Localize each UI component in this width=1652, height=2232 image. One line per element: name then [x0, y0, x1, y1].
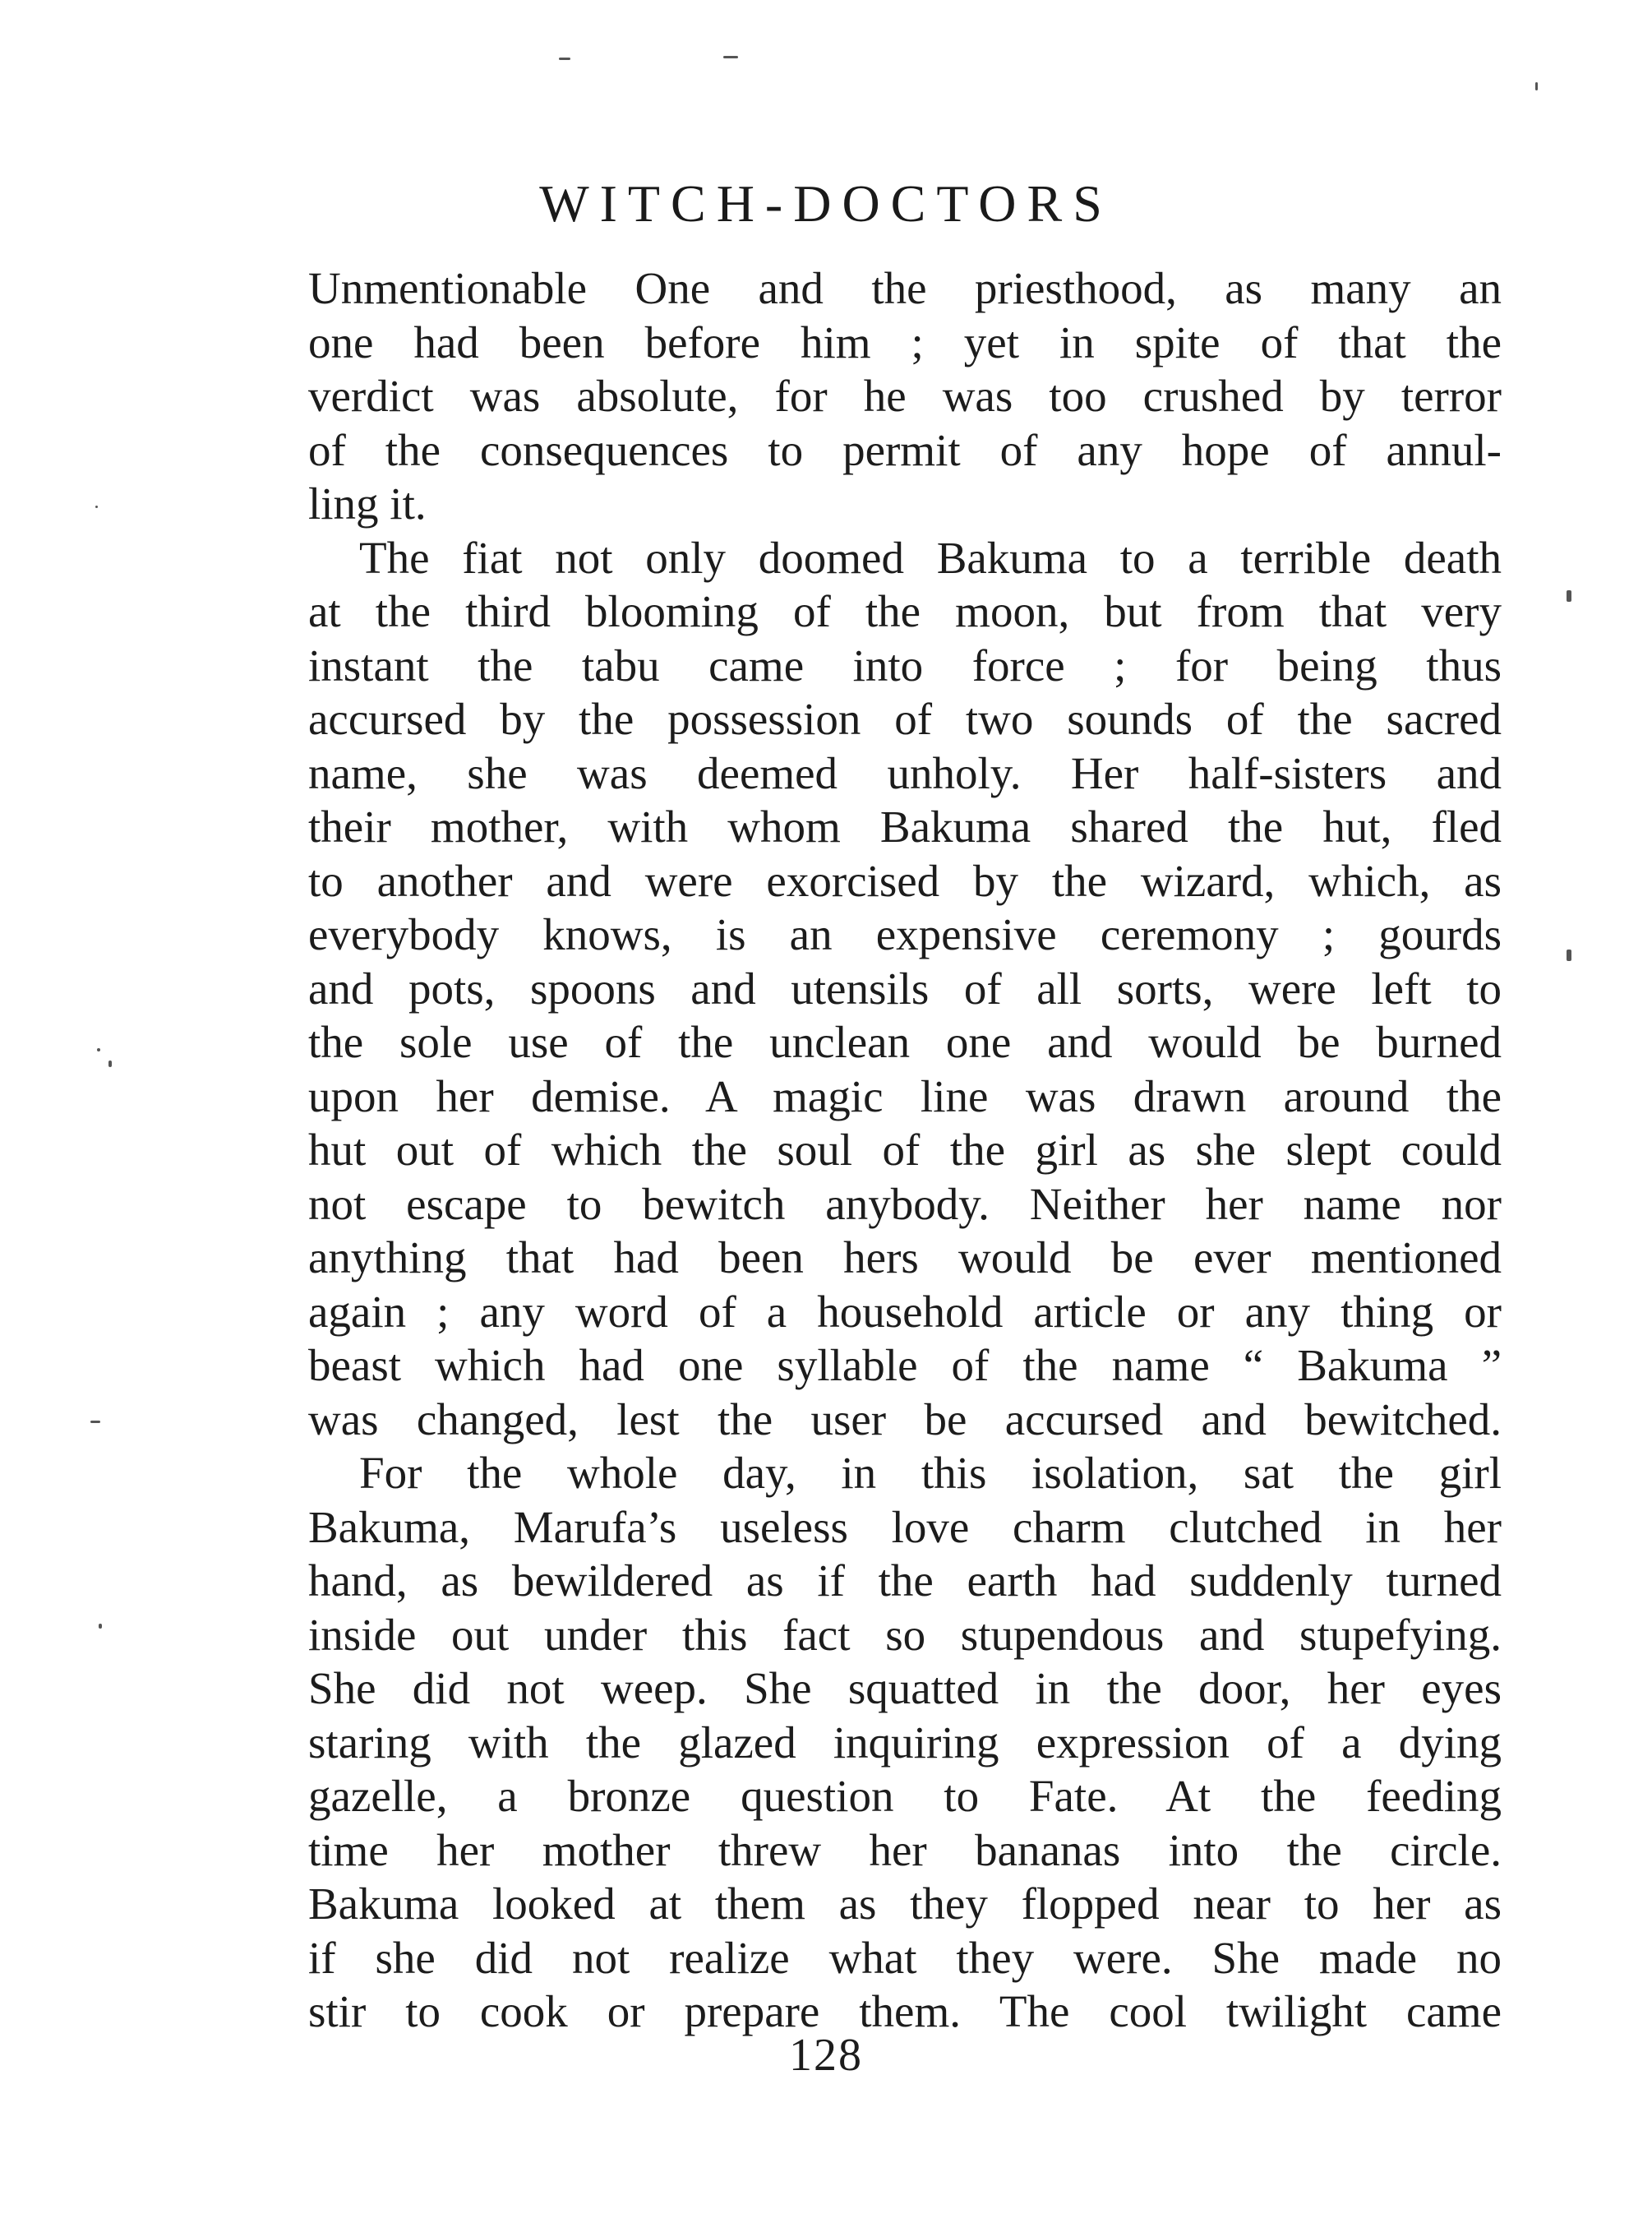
- text-line: beast which had one syllable of the name “ Bakuma ”: [308, 1340, 1502, 1390]
- text-line: For the whole day, in this isolation, sat the girl: [359, 1448, 1502, 1498]
- text-line: Unmentionable One and the priesthood, as many an: [308, 263, 1502, 313]
- text-line: gazelle, a bronze question to Fate. At the feeding: [308, 1771, 1502, 1821]
- text-line: one had been before him ; yet in spite of that the: [308, 317, 1502, 367]
- text-line: verdict was absolute, for he was too crushed by terror: [308, 371, 1502, 421]
- scan-speck: [1535, 82, 1538, 90]
- scan-speck: [108, 1061, 112, 1067]
- paragraph-2: [308, 531, 1502, 1447]
- scan-speck: [99, 1624, 102, 1629]
- text-line: the sole use of the unclean one and would be burned: [308, 1017, 1502, 1067]
- scan-speck: [559, 58, 570, 60]
- text-line: at the third blooming of the moon, but from that very: [308, 586, 1502, 636]
- text-line: was changed, lest the user be accursed and bewitched.: [308, 1393, 1502, 1444]
- text-line: and pots, spoons and utensils of all sorts, were left to: [308, 963, 1502, 1014]
- text-line: time her mother threw her bananas into the circle.: [308, 1824, 1502, 1875]
- text-line: inside out under this fact so stupendous and stupefying.: [308, 1609, 1502, 1660]
- paragraph-1: [308, 261, 1502, 531]
- text-line: of the consequences to permit of any hope of annul-: [308, 424, 1502, 475]
- paragraph-3: [308, 1446, 1502, 2039]
- text-line: She did not weep. She squatted in the door, her eyes: [308, 1663, 1502, 1713]
- scan-speck: [723, 56, 738, 58]
- text-line: hut out of which the soul of the girl as she slept could: [308, 1125, 1502, 1175]
- text-line: ling it.: [308, 478, 427, 529]
- scan-speck: [1567, 950, 1571, 961]
- text-line: instant the tabu came into force ; for being thus: [308, 640, 1502, 691]
- scan-speck: [90, 1421, 100, 1423]
- page-number: 128: [789, 2030, 863, 2081]
- text-line: stir to cook or prepare them. The cool twilight came: [308, 1986, 1502, 2036]
- text-line: not escape to bewitch anybody. Neither her name nor: [308, 1178, 1502, 1229]
- running-head: WITCH-DOCTORS: [539, 174, 1113, 233]
- scan-speck: [95, 506, 98, 508]
- text-line: their mother, with whom Bakuma shared the hut, fled: [308, 802, 1502, 852]
- text-line: Bakuma looked at them as they flopped near to her as: [308, 1878, 1502, 1929]
- text-line: name, she was deemed unholy. Her half-sisters and: [308, 747, 1502, 798]
- text-line: The fiat not only doomed Bakuma to a terrible death: [359, 532, 1502, 583]
- text-line: upon her demise. A magic line was drawn around the: [308, 1070, 1502, 1121]
- body-text: [308, 261, 1502, 2039]
- scan-speck: [1567, 590, 1571, 602]
- scan-speck: [97, 1048, 100, 1051]
- text-line: to another and were exorcised by the wizard, which, as: [308, 855, 1502, 906]
- text-line: if she did not realize what they were. She made no: [308, 1932, 1502, 1983]
- text-line: Bakuma, Marufa’s useless love charm clutched in her: [308, 1501, 1502, 1552]
- text-line: everybody knows, is an expensive ceremony ; gourds: [308, 909, 1502, 959]
- text-line: hand, as bewildered as if the earth had suddenly turned: [308, 1555, 1502, 1606]
- text-line: accursed by the possession of two sounds of the sacred: [308, 694, 1502, 744]
- text-line: staring with the glazed inquiring expression of a dying: [308, 1717, 1502, 1768]
- text-line: anything that had been hers would be ever mentioned: [308, 1232, 1502, 1282]
- text-line: again ; any word of a household article or any thing or: [308, 1286, 1502, 1337]
